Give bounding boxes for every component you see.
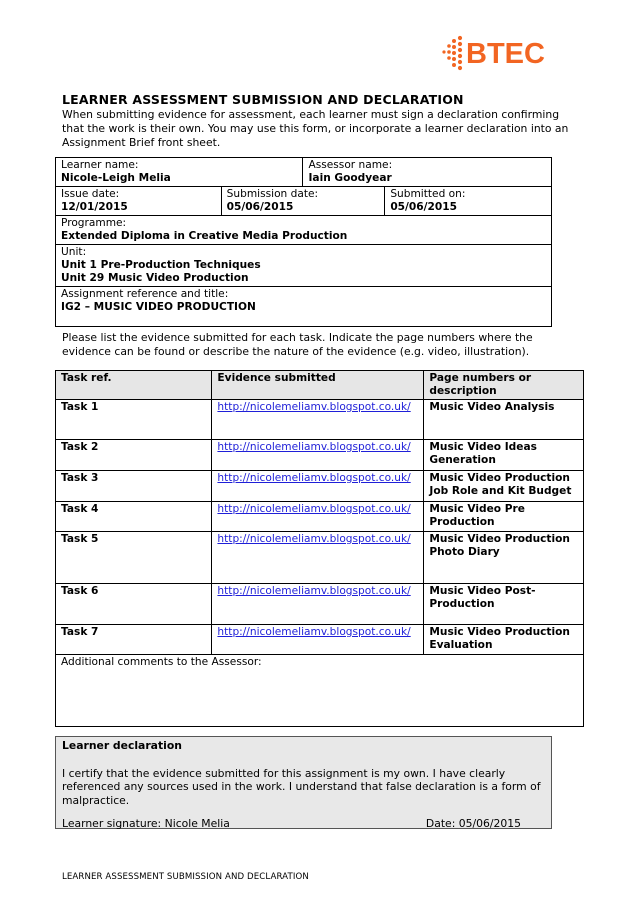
task-description: Music Video Production Photo Diary [424, 532, 584, 584]
additional-comments[interactable] [56, 655, 584, 727]
task-description: Music Video Pre Production [424, 502, 584, 532]
evidence-link[interactable]: http://nicolemeliamv.blogspot.co.uk/ [217, 401, 411, 413]
task-description: Music Video Production Job Role and Kit Budget [424, 471, 584, 502]
task-ref: Task 2 [56, 440, 212, 471]
unit-value-1: Unit 1 Pre-Production Techniques [61, 259, 261, 271]
evidence-link[interactable]: http://nicolemeliamv.blogspot.co.uk/ [217, 626, 411, 638]
declaration-date: Date: 05/06/2015 [425, 817, 521, 830]
task-ref: Task 4 [56, 502, 212, 532]
header-evidence: Evidence submitted [212, 371, 424, 400]
task-ref: Task 5 [56, 532, 212, 584]
declaration-heading: Learner declaration [62, 739, 182, 752]
assessor-name-cell [303, 158, 552, 187]
learner-name-label: Learner name: [61, 159, 139, 171]
header-description: Page numbers or description [424, 371, 584, 400]
table-row [56, 471, 584, 502]
task-description: Music Video Ideas Generation [424, 440, 584, 471]
learner-name-cell [56, 158, 303, 187]
unit-label: Unit: [61, 246, 87, 258]
logo-text: BTEC [466, 38, 545, 70]
evidence-link[interactable]: http://nicolemeliamv.blogspot.co.uk/ [217, 503, 411, 515]
programme-value: Extended Diploma in Creative Media Production [61, 230, 348, 242]
submitted-on-label: Submitted on: [390, 188, 466, 200]
details-table [55, 157, 552, 327]
evidence-instructions: Please list the evidence submitted for each task. Indicate the page numbers where the evidence can be found or describe the nature of the evidence (e.g. video, illustration). [62, 331, 533, 359]
learner-name-value: Nicole-Leigh Melia [61, 172, 171, 184]
evidence-link[interactable]: http://nicolemeliamv.blogspot.co.uk/ [217, 533, 411, 545]
table-row [56, 440, 584, 471]
submitted-on-cell [385, 187, 552, 216]
table-row [56, 502, 584, 532]
task-ref: Task 3 [56, 471, 212, 502]
evidence-link[interactable]: http://nicolemeliamv.blogspot.co.uk/ [217, 472, 411, 484]
unit-value-2: Unit 29 Music Video Production [61, 272, 249, 284]
programme-cell [56, 216, 552, 245]
page-footer: LEARNER ASSESSMENT SUBMISSION AND DECLARATION [62, 872, 309, 882]
programme-label: Programme: [61, 217, 127, 229]
table-row [56, 400, 584, 440]
task-description: Music Video Analysis [424, 400, 584, 440]
learner-declaration-box [55, 736, 552, 829]
assignment-value: IG2 – MUSIC VIDEO PRODUCTION [61, 301, 256, 313]
assessor-name-value: Iain Goodyear [308, 172, 392, 184]
issue-date-cell [56, 187, 222, 216]
learner-signature: Learner signature: Nicole Melia [62, 817, 230, 830]
submission-date-value: 05/06/2015 [226, 201, 294, 213]
task-description: Music Video Post-Production [424, 584, 584, 625]
submission-date-label: Submission date: [226, 188, 319, 200]
issue-date-value: 12/01/2015 [61, 201, 128, 213]
header-task-ref: Task ref. [56, 371, 212, 400]
evidence-link[interactable]: http://nicolemeliamv.blogspot.co.uk/ [217, 585, 411, 597]
table-row [56, 532, 584, 584]
submission-date-cell [221, 187, 385, 216]
table-row [56, 584, 584, 625]
issue-date-label: Issue date: [61, 188, 120, 200]
unit-cell [56, 245, 552, 287]
evidence-link[interactable]: http://nicolemeliamv.blogspot.co.uk/ [217, 441, 411, 453]
evidence-table [55, 370, 584, 727]
assessor-name-label: Assessor name: [308, 159, 393, 171]
task-ref: Task 7 [56, 625, 212, 655]
intro-text: When submitting evidence for assessment, each learner must sign a declaration confirming that the work is their own. You may use this form, or incorporate a learner declaration into an Assignment Brief front sheet. [62, 108, 569, 150]
submitted-on-value: 05/06/2015 [390, 201, 458, 213]
declaration-text: I certify that the evidence submitted for this assignment is my own. I have clearly referenced any sources used in the work. I understand that false declaration is a form of malpractice. [62, 766, 541, 807]
table-row [56, 625, 584, 655]
task-ref: Task 6 [56, 584, 212, 625]
additional-comments-label: Additional comments to the Assessor: [61, 656, 262, 668]
task-ref: Task 1 [56, 400, 212, 440]
assignment-cell [56, 287, 552, 327]
task-description: Music Video Production Evaluation [424, 625, 584, 655]
assignment-label: Assignment reference and title: [61, 288, 229, 300]
page-title: LEARNER ASSESSMENT SUBMISSION AND DECLARATION [62, 92, 464, 107]
btec-logo [440, 30, 560, 74]
